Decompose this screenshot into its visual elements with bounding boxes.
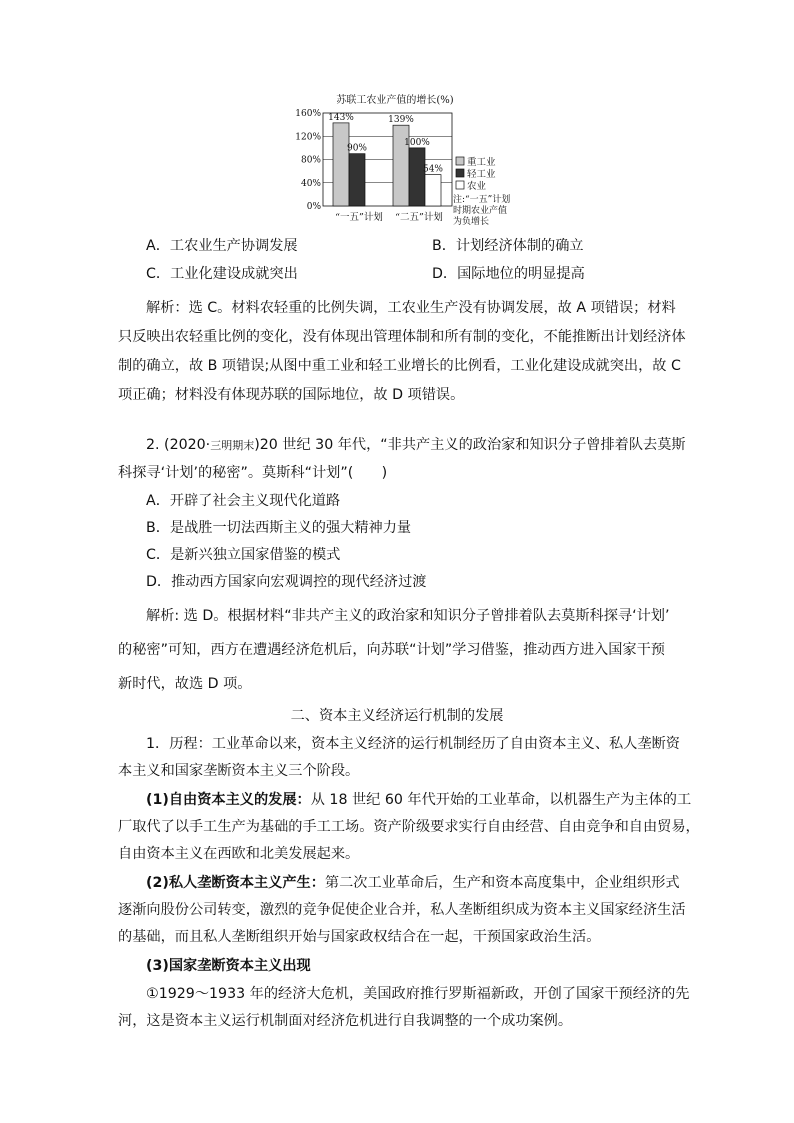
bar-农业 xyxy=(425,175,441,206)
private-monopoly-label: (2)私人垄断资本主义产生： xyxy=(146,875,325,891)
private-monopoly-line xyxy=(146,873,680,893)
state-monopoly-label: (3)国家垄断资本主义出现 xyxy=(146,958,311,974)
private-monopoly-line: 逐渐向股份公司转变，激烈的竞争促使企业合并，私人垄断组织成为资本主义国家经济生活 xyxy=(118,902,686,918)
bar-重工业 xyxy=(333,123,349,206)
industry-agriculture-growth-chart xyxy=(290,88,540,238)
free-capitalism-line: 厂取代了以手工生产为基础的手工工场。资产阶级要求实行自由经营、自由竞争和自由贸易， xyxy=(118,819,700,835)
legend-swatch xyxy=(456,157,464,165)
q2-analysis-line: 新时代，故选 D 项。 xyxy=(118,676,252,692)
bar-value-label: 143% xyxy=(328,112,354,123)
legend-label: 轻工业 xyxy=(467,169,496,180)
q2-number: 2. (2020· xyxy=(146,437,211,453)
state-monopoly-heading xyxy=(146,956,311,976)
legend-swatch xyxy=(456,169,464,177)
state-monopoly-line: ①1929～1933 年的经济大危机，美国政府推行罗斯福新政，开创了国家干预经济的先 xyxy=(146,986,690,1002)
chart-note-line: 注:“一五”计划 xyxy=(453,195,511,205)
bar-轻工业 xyxy=(409,148,425,206)
bar-轻工业 xyxy=(349,154,365,206)
free-capitalism-label: (1)自由资本主义的发展： xyxy=(146,792,311,808)
q1-analysis-line: 只反映出农轻重比例的变化，没有体现出管理体制和所有制的变化，不能推断出计划经济体 xyxy=(118,329,686,345)
y-tick-label: 80% xyxy=(300,155,321,166)
chart-note-line: 为负增长 xyxy=(453,217,490,227)
legend-label: 重工业 xyxy=(467,157,496,168)
q1-option-a: A．工农业生产协调发展 xyxy=(146,238,298,254)
q2-source: 三明期末 xyxy=(210,439,255,452)
q2-option-d: D．推动西方国家向宏观调控的现代经济过渡 xyxy=(146,574,427,590)
q1-analysis-line: 解析：选 C。材料农轻重的比例失调，工农业生产没有协调发展，故 A 项错误；材料 xyxy=(146,300,676,316)
q2-option-c: C．是新兴独立国家借鉴的模式 xyxy=(146,547,341,563)
q1-analysis-line: 制的确立，故 B 项错误;从图中重工业和轻工业增长的比例看，工业化建设成就突出，故 C xyxy=(118,358,681,374)
legend-label: 农业 xyxy=(467,181,487,192)
private-monopoly-line: 的基础，而且私人垄断组织开始与国家政权结合在一起，干预国家政治生活。 xyxy=(118,929,601,945)
q2-stem-line xyxy=(146,435,686,456)
legend-swatch xyxy=(456,181,464,189)
free-capitalism-line: 自由资本主义在西欧和北美发展起来。 xyxy=(118,846,360,862)
chart-note-line: 时期农业产值 xyxy=(453,206,508,216)
bar-chart xyxy=(290,88,540,238)
y-tick-label: 120% xyxy=(295,132,321,143)
x-category-label: “二五”计划 xyxy=(395,212,443,223)
bar-value-label: 100% xyxy=(404,137,430,148)
history-paragraph-line: 本主义和国家垄断资本主义三个阶段。 xyxy=(118,763,360,779)
state-monopoly-line: 河，这是资本主义运行机制面对经济危机进行自我调整的一个成功案例。 xyxy=(118,1013,573,1029)
free-capitalism-text: 从 18 世纪 60 年代开始的工业革命，以机器生产为主体的工 xyxy=(310,792,692,808)
q1-option-d: D．国际地位的明显提高 xyxy=(432,266,585,282)
q2-option-b: B．是战胜一切法西斯主义的强大精神力量 xyxy=(146,520,412,536)
x-category-label: “一五”计划 xyxy=(335,212,383,223)
chart-title: 苏联工农业产值的增长(%) xyxy=(336,95,454,106)
q2-option-a: A．开辟了社会主义现代化道路 xyxy=(146,493,341,509)
bar-value-label: 54% xyxy=(422,164,444,175)
bar-value-label: 90% xyxy=(346,143,368,154)
q1-option-b: B．计划经济体制的确立 xyxy=(432,238,584,254)
y-tick-label: 160% xyxy=(295,109,321,119)
q1-analysis-line: 项正确；材料没有体现苏联的国际地位，故 D 项错误。 xyxy=(118,387,465,403)
q2-stem-rest: )20 世纪 30 年代，“非共产主义的政治家和知识分子曾排着队去莫斯 xyxy=(254,437,686,453)
y-tick-label: 0% xyxy=(306,202,321,212)
q2-stem-line: 科探寻‘计划’的秘密”。莫斯科“计划”( ) xyxy=(118,465,388,481)
history-paragraph-line: 1．历程：工业革命以来，资本主义经济的运行机制经历了自由资本主义、私人垄断资 xyxy=(146,736,680,752)
q1-option-c: C．工业化建设成就突出 xyxy=(146,266,298,282)
y-tick-label: 40% xyxy=(300,178,321,189)
bar-value-label: 139% xyxy=(388,115,414,126)
free-capitalism-line xyxy=(146,790,691,810)
q2-analysis-line: 解析: 选 D。根据材料“非共产主义的政治家和知识分子曾排着队去莫斯科探寻‘计划’ xyxy=(146,608,670,624)
private-monopoly-text: 第二次工业革命后，生产和资本高度集中，企业组织形式 xyxy=(324,875,680,891)
q2-analysis-line: 的秘密”可知，西方在遭遇经济危机后，向苏联“计划”学习借鉴，推动西方进入国家干预 xyxy=(118,642,665,658)
section-heading: 二、资本主义经济运行机制的发展 xyxy=(290,708,504,724)
